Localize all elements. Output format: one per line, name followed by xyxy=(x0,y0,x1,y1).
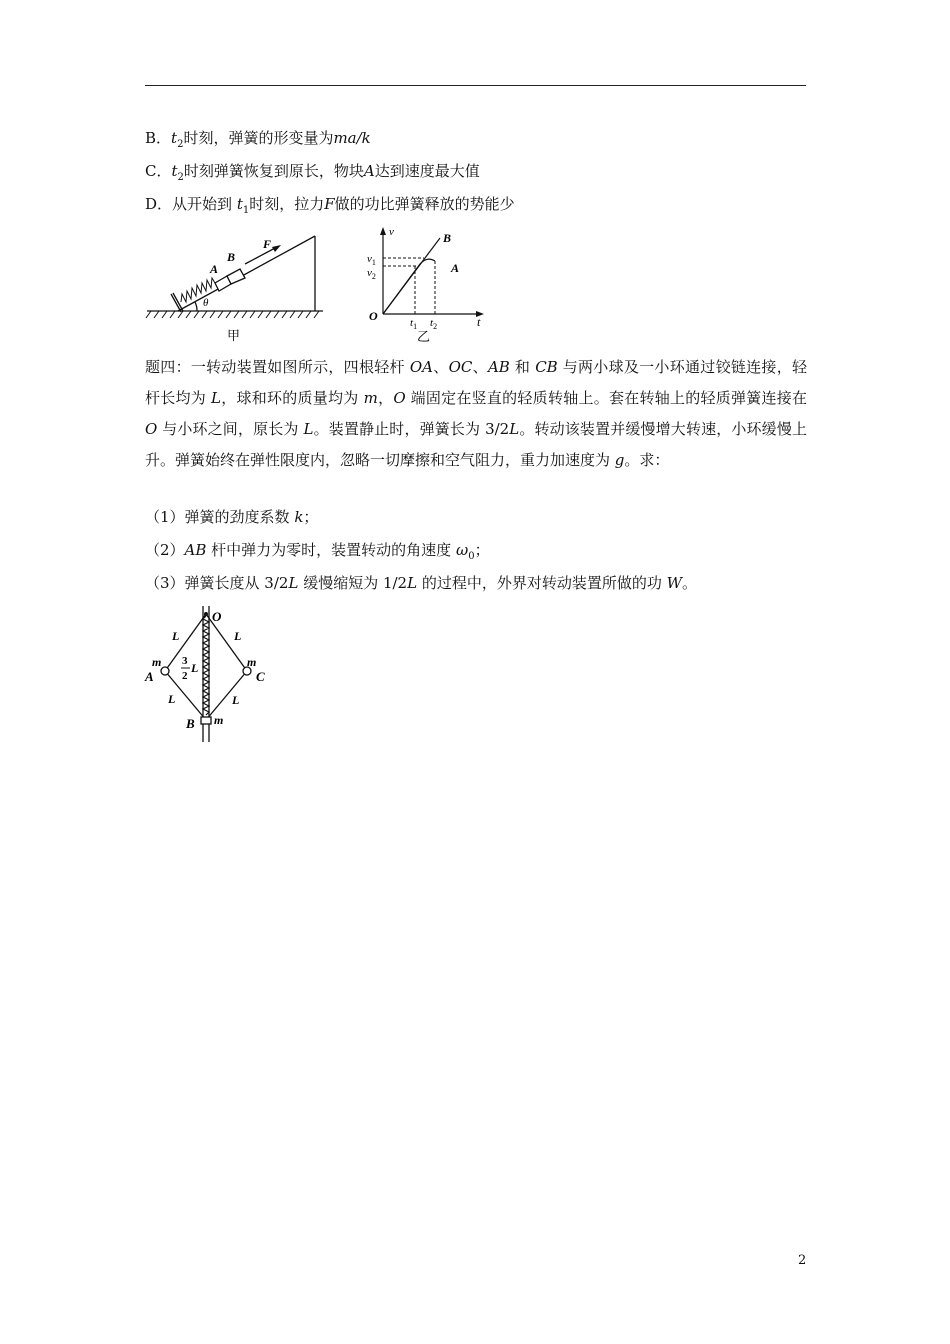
label-c: C xyxy=(256,669,265,684)
label-m-right: m xyxy=(247,655,257,669)
caption-jia: 甲 xyxy=(227,328,241,343)
label-a: A xyxy=(210,262,219,276)
option-c: C．$t_2$时刻弹簧恢复到原长，物块A达到速度最大值 xyxy=(145,162,480,183)
label-t1: $t_1$ xyxy=(410,317,418,331)
label-curve-a: A xyxy=(451,261,460,275)
question-2: （2）AB 杆中弹力为零时，装置转动的角速度 $\omega_0$； xyxy=(145,541,490,562)
option-d: D．从开始到 $t_1$时刻，拉力F做的功比弹簧释放的势能少 xyxy=(145,195,515,216)
label-l-oa: L xyxy=(172,629,180,643)
label-t2: $t_2$ xyxy=(430,317,438,331)
label-l-ab: L xyxy=(168,692,176,706)
label-l-oc: L xyxy=(234,629,242,643)
axis-v: v xyxy=(389,226,394,238)
label-m-left: m xyxy=(152,655,162,669)
option-b: B．$t_2$时刻，弹簧的形变量为ma/k xyxy=(145,129,371,150)
figure-vt-graph xyxy=(365,224,490,346)
fraction-denominator: 2 xyxy=(182,670,188,682)
label-b: B xyxy=(227,250,236,264)
page-number: 2 xyxy=(798,1253,807,1268)
label-line-b: B xyxy=(443,231,452,245)
problem-four: 题四：一转动装置如图所示，四根轻杆 OA、OC、AB 和 CB 与两小球及一小环通过铰链连接，轻杆长均为 L，球和环的质量均为 m，O 端固定在竖直的轻质转轴上。套在转轴上的轻质弹簧连接在 O 与小环之间，原长为 L。装置静止时，弹簧长为 3/2L。转动该装置并缓慢增大转速，小环缓慢上升。弹簧始终在弹性限度内，忽略一切摩擦和空气阻力，重力加速度为 g。求： xyxy=(145,358,807,469)
figure-rotating-device xyxy=(140,602,280,744)
axis-t: t xyxy=(477,315,481,329)
label-m-ring: m xyxy=(214,713,224,727)
figure-incline xyxy=(145,228,325,346)
fraction-numerator: 3 xyxy=(182,655,188,667)
label-b: B xyxy=(186,716,195,731)
label-f: F xyxy=(263,237,272,251)
label-v2: $v_2$ xyxy=(367,267,376,281)
label-v1: $v_1$ xyxy=(367,253,376,267)
label-o: O xyxy=(212,609,222,624)
label-theta: θ xyxy=(203,297,209,309)
label-l-spring: L xyxy=(191,661,199,675)
label-a: A xyxy=(145,669,154,684)
question-3: （3）弹簧长度从 3/2L 缓慢缩短为 1/2L 的过程中，外界对转动装置所做的功 W。 xyxy=(145,574,698,592)
origin-o: O xyxy=(369,309,378,323)
caption-yi: 乙 xyxy=(417,329,431,344)
label-l-cb: L xyxy=(232,693,240,707)
question-1: （1）弹簧的劲度系数 k； xyxy=(145,508,319,526)
header-rule xyxy=(145,85,806,86)
